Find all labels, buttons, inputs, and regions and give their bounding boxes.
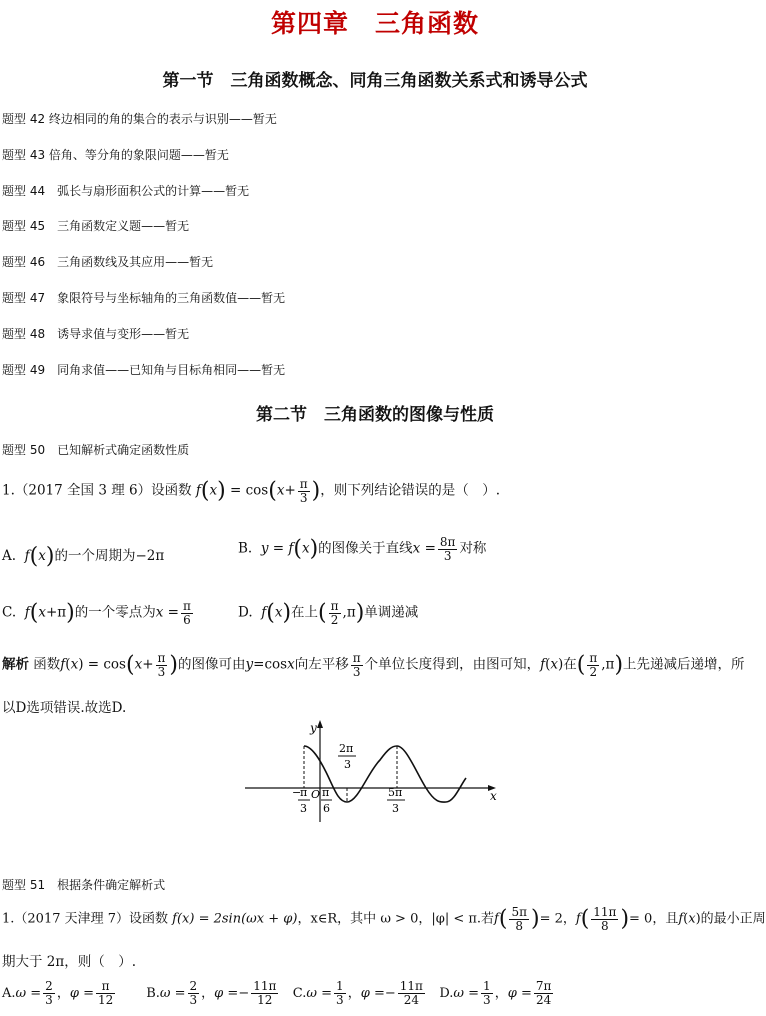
q1-prefix: 1.（2017 全国 3 理 6）设函数: [2, 482, 192, 499]
q1-option-d: D. f(x)在上( $\frac{\pi}{2}$ ,π)单调递减: [238, 599, 419, 627]
x-axis-label: x: [490, 789, 497, 803]
question-2: 1.（2017 天津理 7）设函数 f(x) = 2sin(ωx + φ)，x∈R，其中 ω > 0，|φ| < π.若f( $\frac{5\pi}{8}$ )= 2，f( $\frac{11\pi}{8}$ )= 0，且f(x)的最小正周: [2, 905, 766, 933]
tick-label-pi-6-num: π: [322, 786, 330, 799]
q1-option-c: C. f(x+π)的一个零点为x = $\frac{\pi}{6}$: [2, 599, 191, 627]
q2-option-a: A.ω = $\frac{2}{3}$ ，φ = $\frac{\pi}{12}$: [2, 979, 114, 1007]
origin-label: O: [311, 788, 321, 801]
tick-label-neg-sign: −: [292, 786, 302, 799]
list-item: 题型 44 弧长与扇形面积公式的计算——暂无: [2, 184, 250, 198]
q1-option-a: A. f(x)的一个周期为−2π: [2, 544, 165, 569]
type50-heading: 题型 50 已知解析式确定函数性质: [2, 443, 190, 457]
y-axis-label: y: [310, 721, 317, 735]
tick-label-pi-6-den: 6: [323, 802, 330, 815]
q2-option-b: B.ω = $\frac{2}{3}$ ，φ =− $\frac{11\pi}{12}$: [146, 979, 277, 1007]
q2-option-d: D.ω = $\frac{1}{3}$ ，φ = $\frac{7\pi}{24}$: [439, 979, 552, 1007]
solution-line-2: 以D选项错误.故选D.: [2, 700, 127, 716]
section1-title: 第一节 三角函数概念、同角三角函数关系式和诱导公式: [162, 71, 588, 91]
type51-heading: 题型 51 根据条件确定解析式: [2, 878, 166, 892]
tick-label-5pi-3-den: 3: [392, 802, 399, 815]
cosine-graph: [240, 716, 510, 826]
list-item: 题型 45 三角函数定义题——暂无: [2, 219, 190, 233]
solution-line-1: 解析 函数f(x) = cos(x+ $\frac{\pi}{3}$ )的图像可由y=cosx向左平移 $\frac{\pi}{3}$ 个单位长度得到，由图可知，f(x)在( $\frac{\pi}{2}$ ,π)上先递减后递增，所: [2, 651, 745, 679]
section2-title: 第二节 三角函数的图像与性质: [256, 405, 494, 425]
q2-option-c: C.ω = $\frac{1}{3}$ ，φ =− $\frac{11\pi}{24}$: [292, 979, 423, 1007]
tick-label-neg-pi-3-num: π: [300, 786, 308, 799]
y-axis-arrow: [317, 720, 323, 728]
question-2-line2: 期大于 2π，则（ ）.: [2, 954, 137, 970]
q1-option-b: B. y = f(x)的图像关于直线x = $\frac{8\pi}{3}$ 对称: [238, 535, 487, 563]
list-item: 题型 42 终边相同的角的集合的表示与识别——暂无: [2, 112, 277, 126]
tick-label-2pi-3-num: 2π: [339, 742, 354, 755]
list-item: 题型 49 同角求值——已知角与目标角相同——暂无: [2, 363, 286, 377]
list-item: 题型 48 诱导求值与变形——暂无: [2, 327, 190, 341]
q2-options: [2, 980, 555, 1006]
chapter-title: 第四章 三角函数: [270, 9, 479, 38]
question-1: 1.（2017 全国 3 理 6）设函数 f(x) = cos(x+ $\frac{\pi}{3}$ )，则下列结论错误的是（ ）.: [2, 477, 501, 505]
tick-label-neg-pi-3-den: 3: [300, 802, 307, 815]
list-item: 题型 43 倍角、等分角的象限问题——暂无: [2, 148, 229, 162]
tick-label-5pi-3-num: 5π: [388, 786, 403, 799]
list-item: 题型 47 象限符号与坐标轴角的三角函数值——暂无: [2, 291, 286, 305]
list-item: 题型 46 三角函数线及其应用——暂无: [2, 255, 214, 269]
solution-label: 解析: [2, 656, 29, 673]
tick-label-2pi-3-den: 3: [344, 758, 351, 771]
q1-suffix: ，则下列结论错误的是（ ）.: [320, 482, 501, 499]
